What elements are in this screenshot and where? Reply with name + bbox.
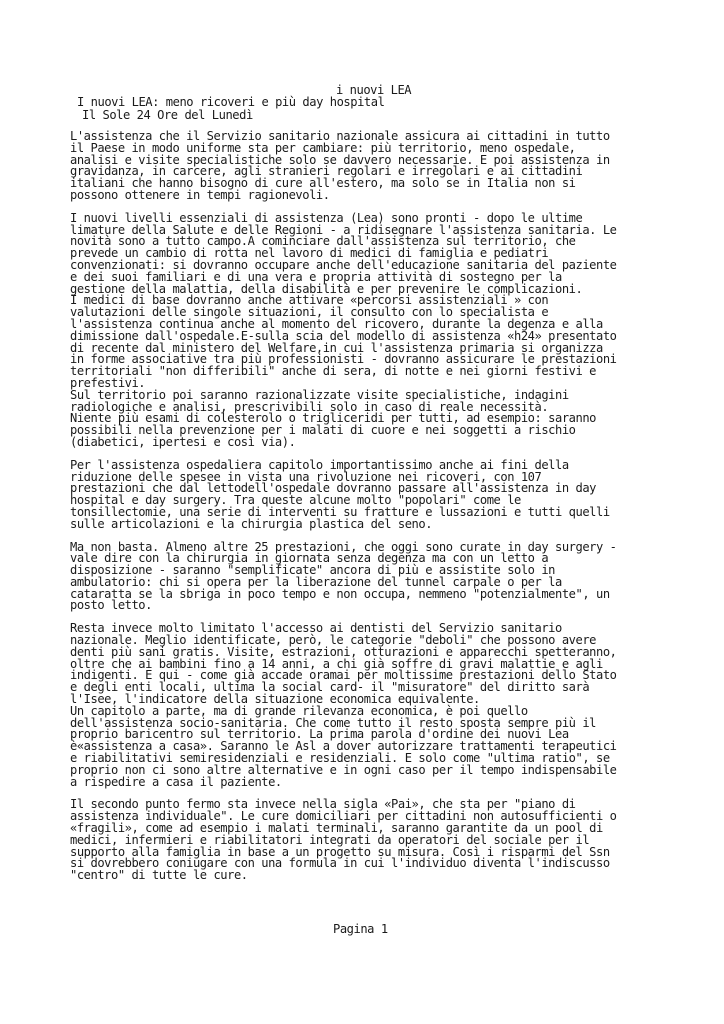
paragraph: Resta invece molto limitato l'accesso ai dentisti del Servizio sanitario nazionale. Meglio identificate, però, le categorie "deboli" che possono avere denti più sani gratis. Visite, estrazioni, otturazioni e apparecchi spetteranno, oltre che ai bambini fino a 14 anni, a chi già soffre di gravi malattie e agli indigenti. E qui - come già accade oramai per moltissime prestazioni dello Stato e degli enti locali, ultima la social card- il "misuratore" del diritto sarà l'Isee, l'indicatore della situazione economica equivalente. Un capitolo a parte, ma di grande rilevanza economica, è poi quello dell'assistenza socio-sanitaria. Che come tutto il resto sposta sempre più il proprio baricentro sul territorio. La prima parola d'ordine dei nuovi Lea è«assistenza a casa». Saranno le Asl a dover autorizzare trattamenti terapeutici e riabilitativi semiresidenziali e residenziali. E solo come "ultima ratio", se proprio non ci sono altre alternative e in ogni caso per il tempo indispensabile a rispedire a casa il paziente.: [70, 621, 617, 789]
running-title: i nuovi LEA: [336, 83, 412, 97]
paragraph: Ma non basta. Almeno altre 25 prestazioni, che oggi sono curate in day surgery - vale dire con la chirurgia in giornata senza degenza ma con un letto a disposizione - saranno "semplificate" ancora di più e assistite solo in ambulatorio: chi si opera per la liberazione del tunnel carpale o per la cataratta se la sbriga in poco tempo e non occupa, nemmeno "potenzialmente", un posto letto.: [70, 539, 617, 613]
article-body: [70, 131, 670, 893]
paragraph: Per l'assistenza ospedaliera capitolo importantissimo anche ai fini della riduzione delle spesee in vista una rivoluzione nei ricoveri, con 107 prestazioni che dal lettodell'ospedale dovranno passare all'assistenza in day hospital e day surgery. Tra queste alcune molto "popolari" come le tonsillectomie, una serie di interventi su fratture e lussazioni e tutti quelli sulle articolazioni e la chirurgia plastica del seno.: [70, 457, 610, 531]
article-source: Il Sole 24 Ore del Lunedì: [82, 108, 253, 122]
article-headline: I nuovi LEA: meno ricoveri e più day hospital: [77, 95, 385, 109]
page-number: Pagina 1: [333, 922, 388, 936]
paragraph: Il secondo punto fermo sta invece nella sigla «Pai», che sta per "piano di assistenza individuale". Le cure domiciliari per cittadini non autosufficienti o «fragili», come ad esempio i malati terminali, saranno garantite da un pool di medici, infermieri e riabilitatori integrati da operatori del sociale per il supporto alla famiglia in base a un progetto su misura. Così i risparmi del Ssn si dovrebbero coniugare con una formula in cui l'individuo diventa l'indiscusso "centro" di tutte le cure.: [70, 797, 617, 883]
paragraph: I nuovi livelli essenziali di assistenza (Lea) sono pronti - dopo le ultime limature della Salute e delle Regioni - a ridisegnare l'assistenza sanitaria. Le novità sono a tutto campo.A cominciare dall'assistenza sul territorio, che prevede un cambio di rotta nel lavoro di medici di famiglia e pediatri convenzionati: si dovranno occupare anche dell'educazione sanitaria del paziente e dei suoi familiari e di una vera e propria attività di sostegno per la gestione della malattia, della disabilità e per prevenire le complicazioni. I medici di base dovranno anche attivare «percorsi assistenziali » con valutazioni delle singole situazioni, il consulto con lo specialista e l'assistenza continua anche al momento del ricovero, durante la degenza e alla dimissione dall'ospedale.E-sulla scia del modello di assistenza «h24» presentato di recente dal ministero del Welfare,in cui l'assistenza primaria si organizza in forme associative tra più professionisti - dovranno assicurare le prestazioni territoriali "non differibili" anche di sera, di notte e nei giorni festivi e prefestivi. Sul territorio poi saranno razionalizzate visite specialistiche, indagini radiologiche e analisi, prescrivibili solo in caso di reale necessità. Niente più esami di colesterolo o trigliceridi per tutti, ad esempio: saranno possibili nella prevenzione per i malati di cuore e nei soggetti a rischio (diabetici, ipertesi e così via).: [70, 210, 617, 449]
paragraph: L'assistenza che il Servizio sanitario nazionale assicura ai cittadini in tutto il Paese in modo uniforme sta per cambiare: più territorio, meno ospedale, analisi e visite specialistiche solo se davvero necessarie. E poi assistenza in gravidanza, in carcere, agli stranieri regolari e irregolari e ai cittadini italiani che hanno bisogno di cure all'estero, ma solo se in Italia non si possono ottenere in tempi ragionevoli.: [70, 129, 610, 202]
